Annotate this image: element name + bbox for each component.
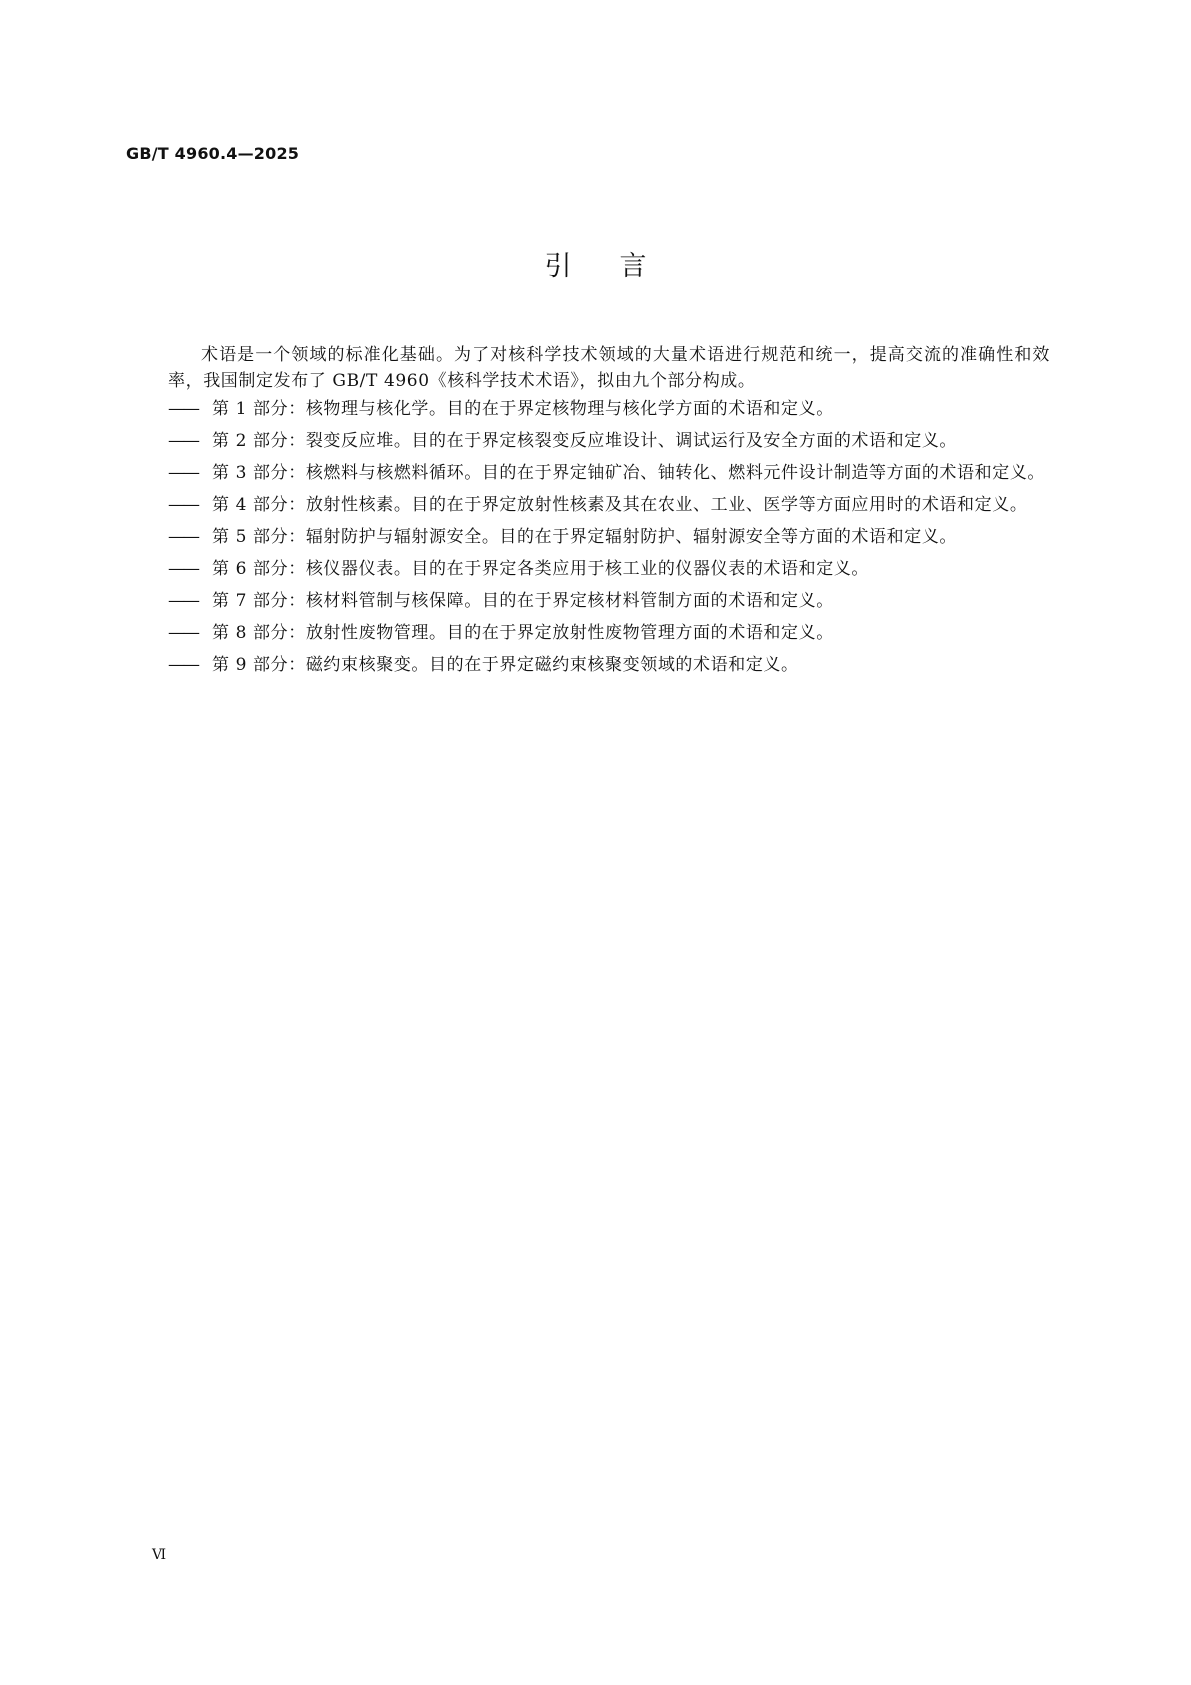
list-item: [168, 620, 1050, 646]
introduction-body: [168, 342, 1050, 684]
list-item: [168, 588, 1050, 614]
list-item-text: 第 7 部分：核材料管制与核保障。目的在于界定核材料管制方面的术语和定义。: [212, 591, 834, 611]
list-dash: ——: [168, 623, 198, 643]
list-item: [168, 652, 1050, 678]
list-item-text: 第 1 部分：核物理与核化学。目的在于界定核物理与核化学方面的术语和定义。: [212, 399, 834, 419]
list-item: [168, 524, 1050, 550]
list-item: [168, 492, 1050, 518]
list-dash: ——: [168, 431, 198, 451]
list-item-text: 第 3 部分：核燃料与核燃料循环。目的在于界定铀矿冶、铀转化、燃料元件设计制造等方面的术语和定义。: [212, 463, 1046, 483]
list-dash: ——: [168, 463, 198, 483]
list-dash: ——: [168, 399, 198, 419]
list-item: [168, 460, 1050, 486]
page-number: Ⅵ: [152, 1547, 167, 1563]
list-item-text: 第 8 部分：放射性废物管理。目的在于界定放射性废物管理方面的术语和定义。: [212, 623, 834, 643]
list-dash: ——: [168, 591, 198, 611]
list-dash: ——: [168, 655, 198, 675]
list-item: [168, 396, 1050, 422]
list-item-text: 第 6 部分：核仪器仪表。目的在于界定各类应用于核工业的仪器仪表的术语和定义。: [212, 559, 870, 579]
list-dash: ——: [168, 527, 198, 547]
list-item: [168, 428, 1050, 454]
list-dash: ——: [168, 559, 198, 579]
parts-list: [168, 396, 1050, 678]
section-title: 引言: [544, 251, 695, 282]
list-item: [168, 556, 1050, 582]
list-item-text: 第 5 部分：辐射防护与辐射源安全。目的在于界定辐射防护、辐射源安全等方面的术语和定义。: [212, 527, 958, 547]
standard-number: GB/T 4960.4—2025: [126, 144, 300, 163]
list-dash: ——: [168, 495, 198, 515]
list-item-text: 第 4 部分：放射性核素。目的在于界定放射性核素及其在农业、工业、医学等方面应用时的术语和定义。: [212, 495, 1028, 515]
list-item-text: 第 2 部分：裂变反应堆。目的在于界定核裂变反应堆设计、调试运行及安全方面的术语和定义。: [212, 431, 958, 451]
intro-paragraph: 术语是一个领域的标准化基础。为了对核科学技术领域的大量术语进行规范和统一，提高交流的准确性和效率，我国制定发布了 GB/T 4960《核科学技术术语》，拟由九个部分构成。: [168, 345, 1050, 391]
list-item-text: 第 9 部分：磁约束核聚变。目的在于界定磁约束核聚变领域的术语和定义。: [212, 655, 799, 675]
